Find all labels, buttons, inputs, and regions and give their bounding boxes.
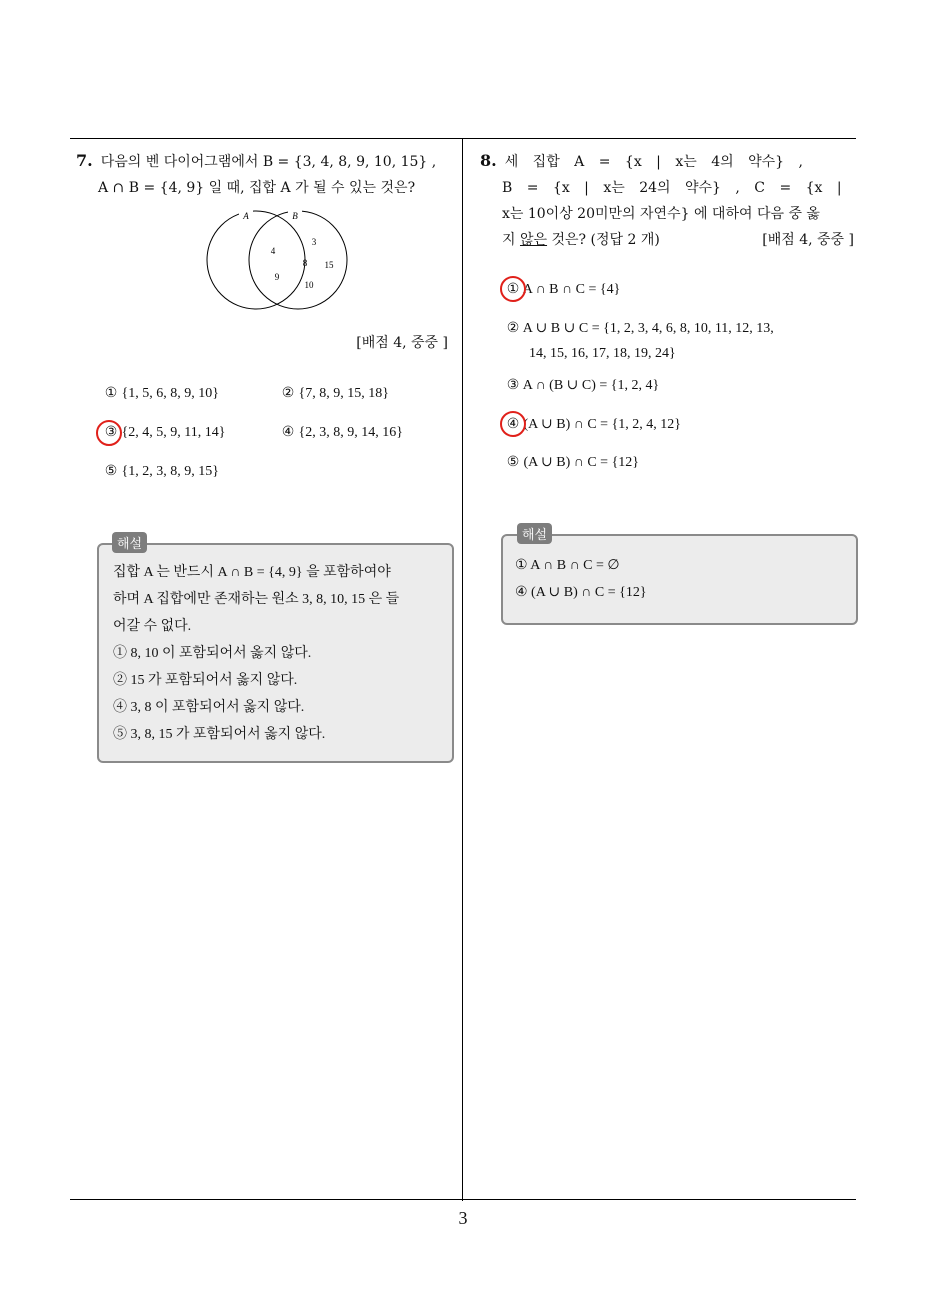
q7-solution-box [97,543,454,763]
q8-answer-mark-4 [500,411,526,437]
question-7-score: [배점 4, 중중 ] [356,335,448,351]
q8-choice-2-continued: 14, 15, 16, 17, 18, 19, 24} [529,346,676,361]
question-7 [76,148,454,201]
question-7-number: 7. [76,151,93,170]
venn-circle-a [207,211,305,309]
venn-diagram [200,208,355,313]
question-8-number: 8. [480,151,497,170]
q7-solution-line-5: ② 15 가 포함되어서 옳지 않다. [113,673,298,688]
question-7-line-2: A ∩ B = {4, 9} 일 때, 집합 A 가 될 수 있는 것은? [98,180,416,196]
venn-value-10: 10 [304,280,314,290]
q8-choice-5[interactable]: ⑤ (A ∪ B) ∩ C = {12} [506,455,640,470]
page-number: 3 [458,1208,468,1228]
q7-choice-3[interactable]: ③ {2, 4, 5, 9, 11, 14} [104,425,226,440]
q7-choice-1[interactable]: ① {1, 5, 6, 8, 9, 10} [104,386,219,401]
question-8-text-1: 세 집합 A = {x | x는 4의 약수} , [504,154,803,170]
q7-choice-2[interactable]: ② {7, 8, 9, 15, 18} [281,386,389,401]
q8-choice-1[interactable]: ① A ∩ B ∩ C = {4} [506,282,621,297]
q7-answer-mark [96,420,122,446]
q7-solution-tag: 해설 [112,532,147,553]
q8-choice-3[interactable]: ③ A ∩ (B ∪ C) = {1, 2, 4} [506,378,660,393]
q7-solution-line-1: 집합 A 는 반드시 A ∩ B = {4, 9} 을 포함하여야 [113,565,391,580]
q7-solution-line-3: 어갈 수 없다. [113,619,192,634]
q7-choice-4[interactable]: ④ {2, 3, 8, 9, 14, 16} [281,425,403,440]
question-8 [480,148,858,253]
venn-value-4: 4 [270,246,276,256]
top-rule [70,138,856,139]
question-8-line-2: B = {x | x는 24의 약수} , C = {x | [502,180,842,196]
question-8-line-3: x는 10이상 20미만의 자연수} 에 대하여 다음 중 옳 [502,206,820,222]
question-8-line-1 [480,148,858,175]
venn-label-b: B [292,211,298,221]
q7-solution-line-7: ⑤ 3, 8, 15 가 포함되어서 옳지 않다. [113,727,326,742]
question-7-text-1: 다음의 벤 다이어그램에서 B = {3, 4, 8, 9, 10, 15} , [100,154,437,170]
bottom-rule [70,1199,856,1200]
venn-value-3: 3 [311,237,317,247]
q7-solution-line-4: ① 8, 10 이 포함되어서 옳지 않다. [113,646,312,661]
venn-label-a: A [243,211,249,221]
q8-solution-box [501,534,858,625]
q8-solution-line-2: ④ (A ∪ B) ∩ C = {12} [515,585,647,600]
question-8-line-4: 지 않은 것은? (정답 2 개) [배점 4, 중중 ] [480,227,858,253]
q8-choice-4[interactable]: ④ (A ∪ B) ∩ C = {1, 2, 4, 12} [506,417,682,432]
q8-choice-2[interactable]: ② A ∪ B ∪ C = {1, 2, 3, 4, 6, 8, 10, 11, 12, 13, [506,321,774,336]
venn-value-15: 15 [324,260,334,270]
venn-value-9: 9 [274,272,280,282]
column-divider [462,139,463,1201]
venn-value-8: 8 [302,258,308,268]
question-8-underline: 않은 [519,232,548,248]
q8-solution-tag: 해설 [517,523,552,544]
q7-solution-line-2: 하며 A 집합에만 존재하는 원소 3, 8, 10, 15 은 들 [113,592,400,607]
q7-solution-line-6: ④ 3, 8 이 포함되어서 옳지 않다. [113,700,305,715]
question-8-score: [배점 4, 중중 ] [762,232,854,248]
question-7-line-1 [76,148,454,175]
q8-answer-mark-1 [500,276,526,302]
q7-choice-5[interactable]: ⑤ {1, 2, 3, 8, 9, 15} [104,464,219,479]
q8-solution-line-1: ① A ∩ B ∩ C = ∅ [515,558,620,573]
